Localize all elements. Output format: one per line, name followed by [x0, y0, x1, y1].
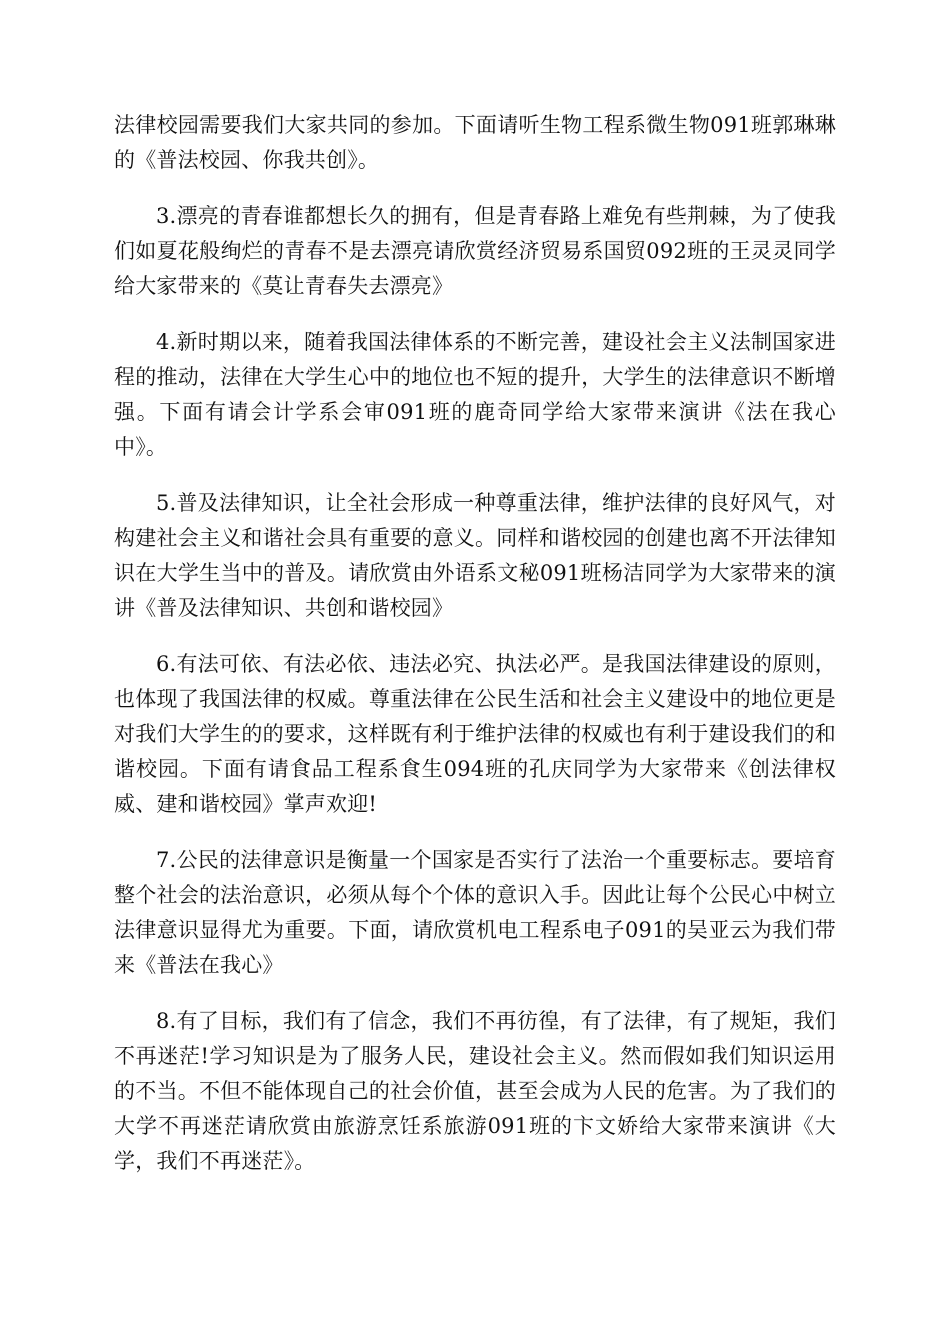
- paragraph-item-3: 3.漂亮的青春谁都想长久的拥有，但是青春路上难免有些荆棘，为了使我们如夏花般绚烂的青春不是去漂亮请欣赏经济贸易系国贸092班的王灵灵同学给大家带来的《莫让青春失去漂亮》: [114, 204, 836, 298]
- paragraph-continuation: 法律校园需要我们大家共同的参加。下面请听生物工程系微生物091班郭琳琳的《普法校园、你我共创》。: [114, 113, 836, 172]
- paragraph-item-4: 4.新时期以来，随着我国法律体系的不断完善，建设社会主义法制国家进程的推动，法律在大学生心中的地位也不短的提升，大学生的法律意识不断增强。下面有请会计学系会审091班的鹿奇同学给大家带来演讲《法在我心中》。: [114, 330, 836, 459]
- paragraph-item-7: 7.公民的法律意识是衡量一个国家是否实行了法治一个重要标志。要培育整个社会的法治意识，必须从每个个体的意识入手。因此让每个公民心中树立法律意识显得尤为重要。下面，请欣赏机电工程系电子091的吴亚云为我们带来《普法在我心》: [114, 848, 836, 977]
- document-body: [114, 108, 836, 1200]
- paragraph-item-8: 8.有了目标，我们有了信念，我们不再彷徨，有了法律，有了规矩，我们不再迷茫!学习知识是为了服务人民，建设社会主义。然而假如我们知识运用的不当。不但不能体现自己的社会价值，甚至会成为人民的危害。为了我们的大学不再迷茫请欣赏由旅游烹饪系旅游091班的卞文娇给大家带来演讲《大学，我们不再迷茫》。: [114, 1009, 836, 1173]
- paragraph-item-6: 6.有法可依、有法必依、违法必究、执法必严。是我国法律建设的原则，也体现了我国法律的权威。尊重法律在公民生活和社会主义建设中的地位更是对我们大学生的的要求，这样既有利于维护法律的权威也有利于建设我们的和谐校园。下面有请食品工程系食生094班的孔庆同学为大家带来《创法律权威、建和谐校园》掌声欢迎!: [114, 652, 836, 816]
- paragraph-item-5: 5.普及法律知识，让全社会形成一种尊重法律，维护法律的良好风气，对构建社会主义和谐社会具有重要的意义。同样和谐校园的创建也离不开法律知识在大学生当中的普及。请欣赏由外语系文秘091班杨洁同学为大家带来的演讲《普及法律知识、共创和谐校园》: [114, 491, 836, 620]
